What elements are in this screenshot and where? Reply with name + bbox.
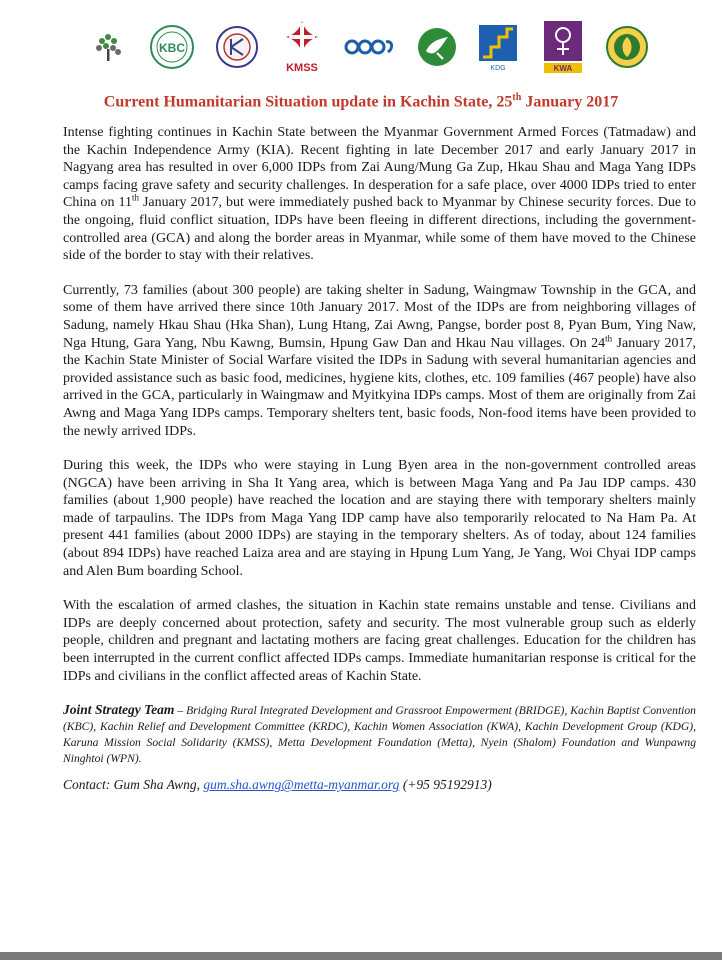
kwa-logo-text: KWA bbox=[553, 64, 572, 73]
report-body bbox=[63, 124, 696, 794]
paragraph-1-b: January 2017, but were immediately pushed back to Myanmar by Chinese security forces. Due to the ongoing, fluid conflict situation, IDPs have been fleeing in different directions, including the government-controlled area (GCA) and along the border areas in Myanmar, while some of them have moved to the Chinese side of the border to stay with their relatives. bbox=[63, 195, 696, 264]
contact-suffix: (+95 95192913) bbox=[399, 777, 492, 793]
joint-strategy-team bbox=[63, 702, 696, 766]
title-after: January 2017 bbox=[521, 93, 619, 111]
kmss-logo-icon bbox=[280, 17, 324, 77]
paragraph-4: With the escalation of armed clashes, the situation in Kachin state remains unstable and tense. Civilians and IDPs are deeply concerned about protection, safety and security. The most vulnerable group such as elderly people, children and pregnant and lactating mothers are facing great challenges. Education for the children has been interrupted in the current conflict affected IDPs camps. Immediate humanitarian response is critical for the IDPs and civilians in the conflict affected areas of Kachin State. bbox=[63, 598, 696, 684]
page-title bbox=[0, 92, 722, 111]
kmss-logo-text: KMSS bbox=[285, 62, 318, 74]
contact-line bbox=[63, 776, 696, 794]
bottom-divider bbox=[0, 952, 722, 960]
metta-logo-icon bbox=[344, 32, 396, 62]
kbc-logo-text: KBC bbox=[158, 41, 185, 55]
paragraph-2-sup: th bbox=[605, 332, 613, 343]
paragraph-2-b: January 2017, the Kachin State Minister of Social Warfare visited the IDPs in Sadung with several humanitarian agencies and provided assistance such as basic food, medicines, hygiene kits, clothes, etc. 109 families (467 people) have also arrived in the GCA, particularly in Waingmaw and Myitkyina IDPs camps. Most of them are originally from Zai Awng and Maga Yang IDPs camps. Temporary shelters tent, basic foods, Non-food items have been provided to the newly arrived IDPs. bbox=[63, 335, 696, 439]
krdc-logo-icon bbox=[215, 25, 259, 69]
dove-logo-icon bbox=[417, 27, 457, 67]
paragraph-2-a: Currently, 73 families (about 300 people) are taking shelter in Sadung, Waingmaw Township in the GCA, and some of them have arrived there since 10th January 2017. Most of the IDPs are from neighboring villages of Sadung, namely Hkau Shau (Hka Shan), Lung Htang, Zai Awng, Pangse, border post 8, Pyan Bum, Ying Naw, Nga Htung, Gara Yang, Nbu Kawng, Bumsin, Hpung Gaw Dan and Hkau Nau villages. On 24 bbox=[63, 282, 696, 351]
title-sup: th bbox=[512, 92, 522, 103]
title-main: Current Humanitarian Situation update in Kachin State, 25 bbox=[103, 93, 513, 111]
kwa-logo-icon bbox=[540, 19, 586, 75]
paragraph-1-sup: th bbox=[131, 192, 139, 203]
paragraph-2 bbox=[63, 282, 696, 440]
wpn-logo-icon bbox=[606, 26, 648, 68]
bridge-tree-logo-icon bbox=[88, 27, 128, 67]
kbc-logo-icon bbox=[149, 24, 195, 70]
team-lead-label: Joint Strategy Team bbox=[63, 702, 175, 718]
kdg-logo-text: KDG bbox=[490, 65, 506, 71]
team-members: – Bridging Rural Integrated Development and Grassroot Empowerment (BRIDGE), Kachin Baptist Convention (KBC), Kachin Relief and Development Committee (KRDC), Kachin Women Association (KWA), Kachin Development Group (KDG), Karuna Mission Social Solidarity (KMSS), Metta Development Foundation (Metta), Nyein (Shalom) Foundation and Wunpawng Ninghtoi (WPN). bbox=[63, 704, 696, 765]
paragraph-3: During this week, the IDPs who were staying in Lung Byen area in the non-government controlled areas (NGCA) have been arriving in Sha It Yang area, which is between Maga Yang and Pa Jau IDP camps. 430 families (about 1,900 people) have reached the location and are staying there with temporary shelters mainly made of tarpaulins. The IDPs from Maga Yang IDP camp have also temporarily relocated to Na Ham Pa. At present 441 families (about 2000 IDPs) are staying in the temporary shelters. As of today, about 124 families (about 894 IDPs) have reached Laiza area and are staying in Hpung Lum Yang, Je Yang, Woi Chyai IDP camps and Alen Bum boarding School. bbox=[63, 458, 696, 579]
paragraph-1-a: Intense fighting continues in Kachin State between the Myanmar Government Armed Forces (Tatmadaw) and the Kachin Independence Army (KIA). Recent fighting in late December 2017 and early January 2017 in Nagyang area has resulted in over 6,000 IDPs from Zai Aung/Mung Ga Zup, Hkau Shau and Maga Yang IDPs camps facing grave safety and security challenges. In desperation for a safe place, over 4000 IDPs tried to enter China on 11 bbox=[63, 125, 696, 211]
paragraph-1 bbox=[63, 124, 696, 265]
partner-logos-row bbox=[88, 12, 648, 82]
contact-prefix: Contact: Gum Sha Awng, bbox=[63, 777, 204, 793]
kdg-logo-icon bbox=[477, 23, 519, 71]
contact-email-link[interactable]: gum.sha.awng@metta-myanmar.org bbox=[203, 777, 400, 793]
